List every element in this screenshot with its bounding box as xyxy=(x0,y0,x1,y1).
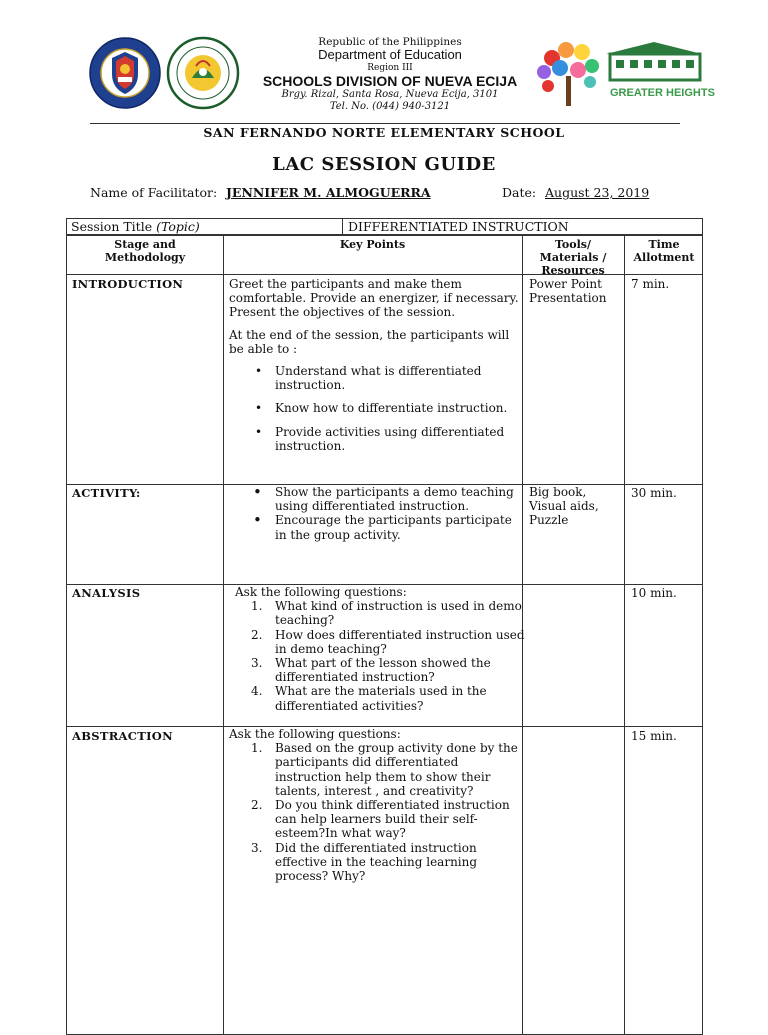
division-seal-icon xyxy=(166,36,240,110)
facilitator-label: Name of Facilitator: xyxy=(90,185,218,200)
list-item: 2. How does differentiated instruction used in demo teaching? xyxy=(251,627,525,656)
time-analysis: 10 min. xyxy=(631,586,677,600)
session-table xyxy=(66,235,703,1035)
objectives-list xyxy=(229,364,521,453)
school-building-logo-icon xyxy=(604,40,715,106)
time-abstraction: 15 min. xyxy=(631,729,677,743)
time-activity: 30 min. xyxy=(631,486,677,500)
telephone-line: Tel. No. (044) 940-3121 xyxy=(329,100,451,112)
stage-abstraction: ABSTRACTION xyxy=(72,729,173,743)
intro-objectives-lead: At the end of the session, the participants will be able to : xyxy=(229,327,510,356)
deped-seal-icon xyxy=(88,36,162,110)
list-item: 4. What are the materials used in the differentiated activities? xyxy=(251,684,487,713)
header-divider xyxy=(90,123,680,124)
key-points-abstraction xyxy=(229,727,521,883)
division-line: SCHOOLS DIVISION OF NUEVA ECIJA xyxy=(262,73,518,90)
address-line: Brgy. Rizal, Santa Rosa, Nueva Ecija, 3101 xyxy=(281,89,499,101)
date-value: August 23, 2019 xyxy=(545,185,650,200)
abstraction-lead: Ask the following questions: xyxy=(229,727,401,741)
letterhead xyxy=(0,0,768,120)
key-points-activity xyxy=(229,485,521,542)
list-item: 1. What kind of instruction is used in demo teaching? xyxy=(251,599,522,628)
key-points-analysis xyxy=(235,585,527,713)
tree-logo-icon xyxy=(532,40,606,110)
list-item: 1. Based on the group activity done by the participants did differentiated instruction help them to show their talents, interest , and creativity? xyxy=(251,741,518,798)
list-item: 3. Did the differentiated instruction effective in the teaching learning process? Why? xyxy=(251,840,478,884)
facilitator-name: JENNIFER M. ALMOGUERRA xyxy=(226,185,431,200)
header-key-points: Key Points xyxy=(339,238,406,251)
list-item: • Know how to differentiate instruction. xyxy=(275,401,521,415)
region-line: Region III xyxy=(367,63,413,73)
list-item: • Understand what is differentiated instruction. xyxy=(275,364,521,392)
department-line: Department of Education xyxy=(318,47,462,63)
tools-introduction: Power Point Presentation xyxy=(529,277,607,306)
stage-activity: ACTIVITY: xyxy=(72,486,141,500)
tools-activity: Big book, Visual aids, Puzzle xyxy=(529,485,599,528)
time-introduction: 7 min. xyxy=(631,277,670,291)
session-title-label: Session Title (Topic) xyxy=(71,219,200,234)
key-points-introduction xyxy=(229,277,521,462)
list-item: 3. What part of the lesson showed the differentiated instruction? xyxy=(251,656,491,685)
session-title-note: (Topic) xyxy=(156,219,200,234)
list-item: • Encourage the participants participate in the group activity. xyxy=(275,513,521,541)
date-label: Date: xyxy=(502,185,537,200)
session-title-value: DIFFERENTIATED INSTRUCTION xyxy=(348,219,569,234)
stage-analysis: ANALYSIS xyxy=(72,586,141,600)
analysis-lead: Ask the following questions: xyxy=(235,585,407,599)
list-item: • Provide activities using differentiated instruction. xyxy=(275,425,521,453)
brand-text: GREATER HEIGHTS xyxy=(610,87,715,99)
stage-introduction: INTRODUCTION xyxy=(72,277,184,291)
session-title-row xyxy=(66,218,703,235)
republic-line: Republic of the Philippines xyxy=(318,36,462,48)
header-stage: Stage and Methodology xyxy=(104,238,186,264)
intro-text: Greet the participants and make them comfortable. Provide an energizer, if necessary. Present the objectives of the session. xyxy=(229,277,519,320)
list-item: 2. Do you think differentiated instruction can help learners build their self- esteem?In what way? xyxy=(251,798,510,841)
school-name: SAN FERNANDO NORTE ELEMENTARY SCHOOL xyxy=(203,125,565,140)
list-item: • Show the participants a demo teaching using differentiated instruction. xyxy=(275,485,521,513)
header-time: Time Allotment xyxy=(633,238,695,264)
header-tools: Tools/ Materials / Resources xyxy=(539,238,607,277)
page-title: LAC SESSION GUIDE xyxy=(272,154,496,175)
